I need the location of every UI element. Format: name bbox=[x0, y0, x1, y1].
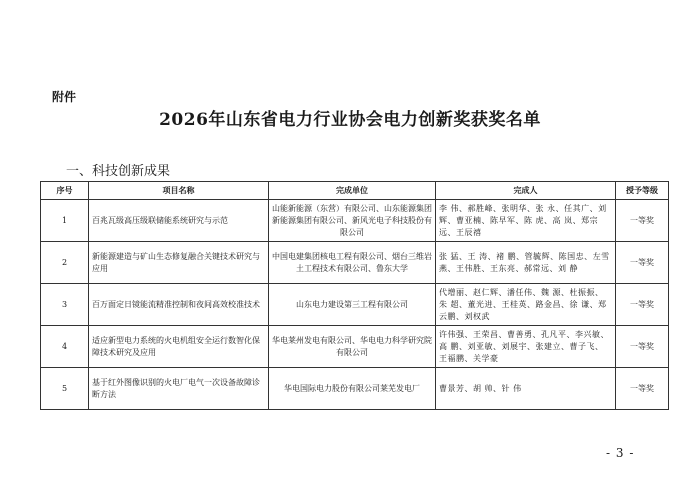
table-row bbox=[41, 242, 669, 284]
table-row bbox=[41, 368, 669, 410]
row-level: 一等奖 bbox=[616, 326, 669, 368]
row-people: 张 猛、王 涛、褚 鹏、管毓辉、陈国忠、左雪燕、王伟胜、王东亮、郝常远、刘 静 bbox=[436, 242, 616, 284]
row-no: 3 bbox=[41, 284, 89, 326]
header-level: 授予等级 bbox=[616, 182, 669, 200]
header-project-name: 项目名称 bbox=[89, 182, 269, 200]
row-project-name: 新能源建造与矿山生态修复融合关键技术研究与应用 bbox=[89, 242, 269, 284]
row-no: 1 bbox=[41, 200, 89, 242]
row-project-name: 百兆瓦级高压级联储能系统研究与示范 bbox=[89, 200, 269, 242]
annex-label: 附件 bbox=[52, 90, 77, 104]
table-row bbox=[41, 200, 669, 242]
document-title: 2026年山东省电力行业协会电力创新奖获奖名单 bbox=[159, 110, 541, 130]
row-level: 一等奖 bbox=[616, 368, 669, 410]
header-no: 序号 bbox=[41, 182, 89, 200]
row-level: 一等奖 bbox=[616, 284, 669, 326]
page-number: - 3 - bbox=[606, 446, 635, 460]
row-unit: 山能新能源（东营）有限公司、山东能源集团新能源集团有限公司、新风光电子科技股份有限公司 bbox=[269, 200, 436, 242]
row-people: 李 伟、郝胜峰、张明华、张 永、任其广、刘 辉、曹亚楠、陈早军、陈 虎、高 岚、郑宗远、王辰禧 bbox=[436, 200, 616, 242]
section-title: 一、科技创新成果 bbox=[66, 164, 171, 179]
row-project-name: 适应新型电力系统的火电机组安全运行数智化保障技术研究及应用 bbox=[89, 326, 269, 368]
table-row bbox=[41, 284, 669, 326]
row-no: 4 bbox=[41, 326, 89, 368]
row-project-name: 百万面定日镜能流精准控制和夜间高效校准技术 bbox=[89, 284, 269, 326]
row-unit: 华电国际电力股份有限公司莱芜发电厂 bbox=[269, 368, 436, 410]
row-level: 一等奖 bbox=[616, 242, 669, 284]
awards-table bbox=[40, 181, 669, 410]
row-unit: 中国电建集团核电工程有限公司、烟台三维岩土工程技术有限公司、鲁东大学 bbox=[269, 242, 436, 284]
header-people: 完成人 bbox=[436, 182, 616, 200]
row-unit: 山东电力建设第三工程有限公司 bbox=[269, 284, 436, 326]
row-people: 曹景芳、胡 帅、针 伟 bbox=[436, 368, 616, 410]
row-no: 2 bbox=[41, 242, 89, 284]
row-level: 一等奖 bbox=[616, 200, 669, 242]
row-no: 5 bbox=[41, 368, 89, 410]
table-row bbox=[41, 326, 669, 368]
row-people: 代增丽、赵仁辉、潘任伟、魏 源、杜振振、朱 超、董光进、王桂英、路金昌、徐 谦、郑云鹏、刘权武 bbox=[436, 284, 616, 326]
header-unit: 完成单位 bbox=[269, 182, 436, 200]
row-unit: 华电莱州发电有限公司、华电电力科学研究院有限公司 bbox=[269, 326, 436, 368]
row-people: 许伟强、王荣昌、曹善勇、孔凡平、李兴敏、高 鹏、刘亚敏、刘展宇、张建立、曹子飞、王福鹏、关学豪 bbox=[436, 326, 616, 368]
table-header-row bbox=[41, 182, 669, 200]
row-project-name: 基于红外图像识别的火电厂电气一次设备故障诊断方法 bbox=[89, 368, 269, 410]
